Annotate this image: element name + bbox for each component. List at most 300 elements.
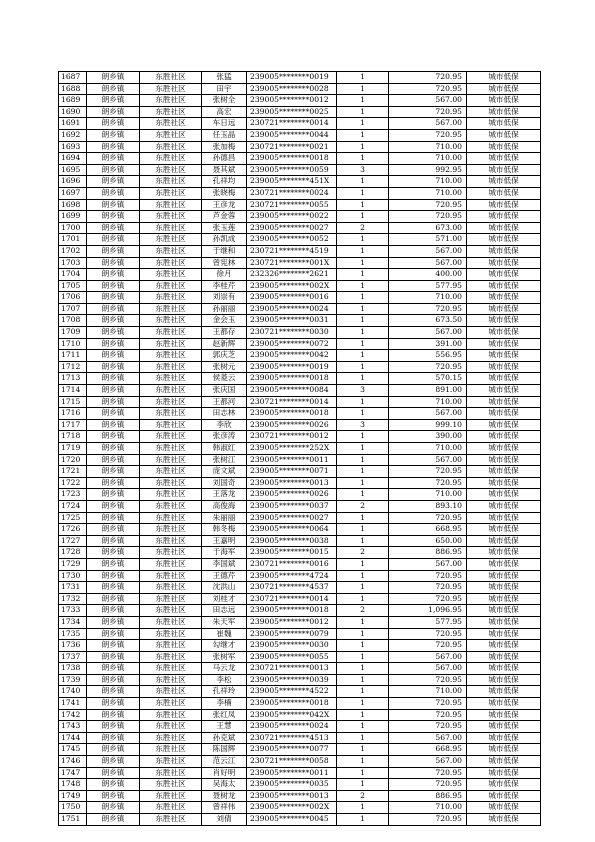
amount-cell: 650.00 <box>389 535 467 547</box>
id-number-cell: 230721********0024 <box>247 187 337 199</box>
id-number-cell: 230721********4537 <box>247 582 337 594</box>
amount-cell: 720.95 <box>389 303 467 315</box>
table-row <box>59 199 541 211</box>
id-number-cell: 239005********0077 <box>247 744 337 756</box>
table-row <box>59 315 541 327</box>
table-row <box>59 408 541 420</box>
table-row <box>59 303 541 315</box>
id-number-cell: 239005********0024 <box>247 303 337 315</box>
name-cell: 李国斌 <box>202 558 247 570</box>
town-cell: 朗乡镇 <box>87 72 140 84</box>
town-cell: 朗乡镇 <box>87 327 140 339</box>
row-number: 1740 <box>59 686 87 698</box>
name-cell: 刘倩 <box>202 814 247 826</box>
household-count-cell: 1 <box>337 524 389 536</box>
household-count-cell: 2 <box>337 547 389 559</box>
household-count-cell: 1 <box>337 257 389 269</box>
name-cell: 孙凯成 <box>202 234 247 246</box>
name-cell: 孙克斌 <box>202 732 247 744</box>
household-count-cell: 1 <box>337 593 389 605</box>
household-count-cell: 1 <box>337 466 389 478</box>
amount-cell: 567.00 <box>389 454 467 466</box>
row-number: 1728 <box>59 547 87 559</box>
row-number: 1708 <box>59 315 87 327</box>
table-row <box>59 477 541 489</box>
category-cell: 城市低保 <box>467 164 541 176</box>
town-cell: 朗乡镇 <box>87 199 140 211</box>
community-cell: 东胜社区 <box>140 593 202 605</box>
table-row <box>59 106 541 118</box>
id-number-cell: 239005********0031 <box>247 315 337 327</box>
town-cell: 朗乡镇 <box>87 385 140 397</box>
id-number-cell: 232326********2621 <box>247 269 337 281</box>
community-cell: 东胜社区 <box>140 454 202 466</box>
community-cell: 东胜社区 <box>140 628 202 640</box>
amount-cell: 710.00 <box>389 292 467 304</box>
row-number: 1706 <box>59 292 87 304</box>
household-count-cell: 2 <box>337 500 389 512</box>
id-number-cell: 239005********0072 <box>247 338 337 350</box>
amount-cell: 992.95 <box>389 164 467 176</box>
household-count-cell: 1 <box>337 558 389 570</box>
household-count-cell: 1 <box>337 245 389 257</box>
row-number: 1734 <box>59 616 87 628</box>
amount-cell: 720.95 <box>389 779 467 791</box>
category-cell: 城市低保 <box>467 199 541 211</box>
community-cell: 东胜社区 <box>140 95 202 107</box>
community-cell: 东胜社区 <box>140 802 202 814</box>
community-cell: 东胜社区 <box>140 558 202 570</box>
town-cell: 朗乡镇 <box>87 535 140 547</box>
name-cell: 田宇 <box>202 83 247 95</box>
table-row <box>59 663 541 675</box>
table-row <box>59 222 541 234</box>
amount-cell: 999.10 <box>389 419 467 431</box>
name-cell: 王都存 <box>202 327 247 339</box>
category-cell: 城市低保 <box>467 72 541 84</box>
community-cell: 东胜社区 <box>140 187 202 199</box>
amount-cell: 1,096.95 <box>389 605 467 617</box>
table-row <box>59 524 541 536</box>
category-cell: 城市低保 <box>467 106 541 118</box>
household-count-cell: 1 <box>337 153 389 165</box>
table-row <box>59 373 541 385</box>
name-cell: 高俊海 <box>202 500 247 512</box>
town-cell: 朗乡镇 <box>87 756 140 768</box>
amount-cell: 886.95 <box>389 547 467 559</box>
category-cell: 城市低保 <box>467 477 541 489</box>
name-cell: 王德芹 <box>202 570 247 582</box>
household-count-cell: 1 <box>337 674 389 686</box>
table-row <box>59 593 541 605</box>
town-cell: 朗乡镇 <box>87 315 140 327</box>
category-cell: 城市低保 <box>467 118 541 130</box>
id-number-cell: 239005********0018 <box>247 605 337 617</box>
records-table <box>58 71 541 826</box>
table-row <box>59 327 541 339</box>
town-cell: 朗乡镇 <box>87 211 140 223</box>
name-cell: 刘国奇 <box>202 477 247 489</box>
row-number: 1688 <box>59 83 87 95</box>
community-cell: 东胜社区 <box>140 72 202 84</box>
table-row <box>59 454 541 466</box>
household-count-cell: 1 <box>337 83 389 95</box>
name-cell: 于继和 <box>202 245 247 257</box>
id-number-cell: 239005********0018 <box>247 373 337 385</box>
name-cell: 王都河 <box>202 396 247 408</box>
id-number-cell: 230721********0016 <box>247 558 337 570</box>
name-cell: 芦金蓉 <box>202 211 247 223</box>
id-number-cell: 230721********0014 <box>247 118 337 130</box>
id-number-cell: 239005********0018 <box>247 698 337 710</box>
town-cell: 朗乡镇 <box>87 187 140 199</box>
table-row <box>59 547 541 559</box>
community-cell: 东胜社区 <box>140 350 202 362</box>
household-count-cell: 1 <box>337 616 389 628</box>
community-cell: 东胜社区 <box>140 512 202 524</box>
town-cell: 朗乡镇 <box>87 408 140 420</box>
row-number: 1725 <box>59 512 87 524</box>
id-number-cell: 230721********001X <box>247 257 337 269</box>
id-number-cell: 230721********0021 <box>247 141 337 153</box>
category-cell: 城市低保 <box>467 431 541 443</box>
community-cell: 东胜社区 <box>140 698 202 710</box>
id-number-cell: 239005********002X <box>247 280 337 292</box>
table-row <box>59 744 541 756</box>
category-cell: 城市低保 <box>467 663 541 675</box>
amount-cell: 710.00 <box>389 153 467 165</box>
table-row <box>59 698 541 710</box>
amount-cell: 567.00 <box>389 408 467 420</box>
row-number: 1723 <box>59 489 87 501</box>
name-cell: 张彦涛 <box>202 431 247 443</box>
row-number: 1702 <box>59 245 87 257</box>
name-cell: 张玉莲 <box>202 222 247 234</box>
household-count-cell: 1 <box>337 280 389 292</box>
community-cell: 东胜社区 <box>140 292 202 304</box>
name-cell: 李楠 <box>202 698 247 710</box>
household-count-cell: 3 <box>337 164 389 176</box>
id-number-cell: 239005********0025 <box>247 106 337 118</box>
id-number-cell: 239005********0035 <box>247 779 337 791</box>
town-cell: 朗乡镇 <box>87 640 140 652</box>
household-count-cell: 1 <box>337 95 389 107</box>
town-cell: 朗乡镇 <box>87 466 140 478</box>
row-number: 1705 <box>59 280 87 292</box>
table-row <box>59 257 541 269</box>
amount-cell: 720.95 <box>389 593 467 605</box>
town-cell: 朗乡镇 <box>87 605 140 617</box>
category-cell: 城市低保 <box>467 535 541 547</box>
table-row <box>59 779 541 791</box>
row-number: 1696 <box>59 176 87 188</box>
household-count-cell: 1 <box>337 361 389 373</box>
community-cell: 东胜社区 <box>140 663 202 675</box>
id-number-cell: 230721********0030 <box>247 327 337 339</box>
name-cell: 李松 <box>202 674 247 686</box>
row-number: 1750 <box>59 802 87 814</box>
id-number-cell: 239005********0011 <box>247 454 337 466</box>
table-row <box>59 211 541 223</box>
table-row <box>59 616 541 628</box>
row-number: 1729 <box>59 558 87 570</box>
household-count-cell: 1 <box>337 802 389 814</box>
community-cell: 东胜社区 <box>140 767 202 779</box>
community-cell: 东胜社区 <box>140 779 202 791</box>
name-cell: 孙德昌 <box>202 153 247 165</box>
id-number-cell: 230721********0012 <box>247 431 337 443</box>
id-number-cell: 239005********0013 <box>247 790 337 802</box>
household-count-cell: 3 <box>337 385 389 397</box>
household-count-cell: 1 <box>337 234 389 246</box>
household-count-cell: 1 <box>337 744 389 756</box>
community-cell: 东胜社区 <box>140 257 202 269</box>
name-cell: 韩淑红 <box>202 443 247 455</box>
town-cell: 朗乡镇 <box>87 524 140 536</box>
table-row <box>59 558 541 570</box>
id-number-cell: 230721********0014 <box>247 396 337 408</box>
table-row <box>59 686 541 698</box>
town-cell: 朗乡镇 <box>87 593 140 605</box>
table-row <box>59 350 541 362</box>
row-number: 1707 <box>59 303 87 315</box>
table-row <box>59 234 541 246</box>
community-cell: 东胜社区 <box>140 477 202 489</box>
name-cell: 张猛 <box>202 72 247 84</box>
community-cell: 东胜社区 <box>140 408 202 420</box>
id-number-cell: 239005********0038 <box>247 535 337 547</box>
amount-cell: 710.00 <box>389 187 467 199</box>
category-cell: 城市低保 <box>467 396 541 408</box>
amount-cell: 567.00 <box>389 558 467 570</box>
town-cell: 朗乡镇 <box>87 106 140 118</box>
household-count-cell: 1 <box>337 141 389 153</box>
id-number-cell: 239005********0019 <box>247 361 337 373</box>
amount-cell: 567.00 <box>389 732 467 744</box>
community-cell: 东胜社区 <box>140 361 202 373</box>
category-cell: 城市低保 <box>467 558 541 570</box>
id-number-cell: 239005********0024 <box>247 721 337 733</box>
amount-cell: 720.95 <box>389 106 467 118</box>
household-count-cell: 1 <box>337 118 389 130</box>
town-cell: 朗乡镇 <box>87 222 140 234</box>
amount-cell: 556.95 <box>389 350 467 362</box>
household-count-cell: 1 <box>337 454 389 466</box>
amount-cell: 720.95 <box>389 199 467 211</box>
table-row <box>59 489 541 501</box>
household-count-cell: 1 <box>337 373 389 385</box>
town-cell: 朗乡镇 <box>87 338 140 350</box>
id-number-cell: 239005********0064 <box>247 524 337 536</box>
table-row <box>59 732 541 744</box>
row-number: 1687 <box>59 72 87 84</box>
name-cell: 李欣 <box>202 419 247 431</box>
amount-cell: 570.15 <box>389 373 467 385</box>
id-number-cell: 239005********451X <box>247 176 337 188</box>
id-number-cell: 239005********252X <box>247 443 337 455</box>
household-count-cell: 1 <box>337 408 389 420</box>
amount-cell: 720.95 <box>389 709 467 721</box>
row-number: 1719 <box>59 443 87 455</box>
table-row <box>59 709 541 721</box>
town-cell: 朗乡镇 <box>87 698 140 710</box>
amount-cell: 720.95 <box>389 466 467 478</box>
name-cell: 孔祥玲 <box>202 686 247 698</box>
name-cell: 曾祥伟 <box>202 802 247 814</box>
row-number: 1743 <box>59 721 87 733</box>
household-count-cell: 1 <box>337 628 389 640</box>
row-number: 1693 <box>59 141 87 153</box>
amount-cell: 710.00 <box>389 443 467 455</box>
town-cell: 朗乡镇 <box>87 674 140 686</box>
id-number-cell: 239005********0037 <box>247 500 337 512</box>
amount-cell: 710.00 <box>389 141 467 153</box>
id-number-cell: 239005********0018 <box>247 153 337 165</box>
table-row <box>59 361 541 373</box>
community-cell: 东胜社区 <box>140 83 202 95</box>
category-cell: 城市低保 <box>467 95 541 107</box>
name-cell: 庞文斌 <box>202 466 247 478</box>
town-cell: 朗乡镇 <box>87 396 140 408</box>
name-cell: 任玉晶 <box>202 129 247 141</box>
community-cell: 东胜社区 <box>140 674 202 686</box>
household-count-cell: 1 <box>337 176 389 188</box>
town-cell: 朗乡镇 <box>87 280 140 292</box>
name-cell: 徐月 <box>202 269 247 281</box>
community-cell: 东胜社区 <box>140 164 202 176</box>
community-cell: 东胜社区 <box>140 315 202 327</box>
amount-cell: 567.00 <box>389 257 467 269</box>
category-cell: 城市低保 <box>467 570 541 582</box>
id-number-cell: 239005********4724 <box>247 570 337 582</box>
household-count-cell: 1 <box>337 269 389 281</box>
id-number-cell: 239005********0012 <box>247 95 337 107</box>
category-cell: 城市低保 <box>467 83 541 95</box>
id-number-cell: 239005********0030 <box>247 640 337 652</box>
community-cell: 东胜社区 <box>140 640 202 652</box>
id-number-cell: 239005********4522 <box>247 686 337 698</box>
category-cell: 城市低保 <box>467 698 541 710</box>
amount-cell: 720.95 <box>389 512 467 524</box>
table-row <box>59 605 541 617</box>
community-cell: 东胜社区 <box>140 245 202 257</box>
category-cell: 城市低保 <box>467 280 541 292</box>
category-cell: 城市低保 <box>467 674 541 686</box>
town-cell: 朗乡镇 <box>87 153 140 165</box>
row-number: 1733 <box>59 605 87 617</box>
table-row <box>59 280 541 292</box>
amount-cell: 710.00 <box>389 686 467 698</box>
name-cell: 聂其斌 <box>202 164 247 176</box>
row-number: 1712 <box>59 361 87 373</box>
town-cell: 朗乡镇 <box>87 419 140 431</box>
category-cell: 城市低保 <box>467 582 541 594</box>
town-cell: 朗乡镇 <box>87 582 140 594</box>
household-count-cell: 1 <box>337 350 389 362</box>
category-cell: 城市低保 <box>467 732 541 744</box>
amount-cell: 668.95 <box>389 524 467 536</box>
row-number: 1721 <box>59 466 87 478</box>
row-number: 1748 <box>59 779 87 791</box>
community-cell: 东胜社区 <box>140 524 202 536</box>
id-number-cell: 239005********0026 <box>247 489 337 501</box>
town-cell: 朗乡镇 <box>87 721 140 733</box>
name-cell: 韩冬梅 <box>202 524 247 536</box>
row-number: 1698 <box>59 199 87 211</box>
row-number: 1701 <box>59 234 87 246</box>
name-cell: 王彦龙 <box>202 199 247 211</box>
town-cell: 朗乡镇 <box>87 269 140 281</box>
name-cell: 李桂芹 <box>202 280 247 292</box>
community-cell: 东胜社区 <box>140 338 202 350</box>
household-count-cell: 1 <box>337 211 389 223</box>
community-cell: 东胜社区 <box>140 570 202 582</box>
table-row <box>59 419 541 431</box>
table-row <box>59 83 541 95</box>
household-count-cell: 1 <box>337 443 389 455</box>
household-count-cell: 1 <box>337 303 389 315</box>
row-number: 1751 <box>59 814 87 826</box>
household-count-cell: 1 <box>337 663 389 675</box>
category-cell: 城市低保 <box>467 141 541 153</box>
amount-cell: 720.95 <box>389 628 467 640</box>
row-number: 1745 <box>59 744 87 756</box>
town-cell: 朗乡镇 <box>87 628 140 640</box>
household-count-cell: 3 <box>337 419 389 431</box>
amount-cell: 720.95 <box>389 582 467 594</box>
id-number-cell: 239005********0022 <box>247 211 337 223</box>
row-number: 1704 <box>59 269 87 281</box>
name-cell: 孙丽丽 <box>202 303 247 315</box>
id-number-cell: 239005********0044 <box>247 129 337 141</box>
name-cell: 赵新辉 <box>202 338 247 350</box>
name-cell: 吴海太 <box>202 779 247 791</box>
amount-cell: 673.00 <box>389 222 467 234</box>
household-count-cell: 1 <box>337 315 389 327</box>
row-number: 1709 <box>59 327 87 339</box>
community-cell: 东胜社区 <box>140 199 202 211</box>
household-count-cell: 1 <box>337 767 389 779</box>
community-cell: 东胜社区 <box>140 814 202 826</box>
household-count-cell: 1 <box>337 756 389 768</box>
town-cell: 朗乡镇 <box>87 431 140 443</box>
row-number: 1737 <box>59 651 87 663</box>
row-number: 1710 <box>59 338 87 350</box>
id-number-cell: 239005********002X <box>247 802 337 814</box>
amount-cell: 710.00 <box>389 176 467 188</box>
row-number: 1692 <box>59 129 87 141</box>
id-number-cell: 239005********0052 <box>247 234 337 246</box>
row-number: 1691 <box>59 118 87 130</box>
category-cell: 城市低保 <box>467 211 541 223</box>
category-cell: 城市低保 <box>467 361 541 373</box>
id-number-cell: 239005********0084 <box>247 385 337 397</box>
household-count-cell: 1 <box>337 106 389 118</box>
category-cell: 城市低保 <box>467 767 541 779</box>
name-cell: 张树全 <box>202 95 247 107</box>
town-cell: 朗乡镇 <box>87 500 140 512</box>
table-row <box>59 269 541 281</box>
name-cell: 勾继才 <box>202 640 247 652</box>
id-number-cell: 230721********0014 <box>247 593 337 605</box>
category-cell: 城市低保 <box>467 616 541 628</box>
table-row <box>59 756 541 768</box>
row-number: 1736 <box>59 640 87 652</box>
amount-cell: 720.95 <box>389 129 467 141</box>
household-count-cell: 2 <box>337 790 389 802</box>
table-row <box>59 72 541 84</box>
table-row <box>59 176 541 188</box>
